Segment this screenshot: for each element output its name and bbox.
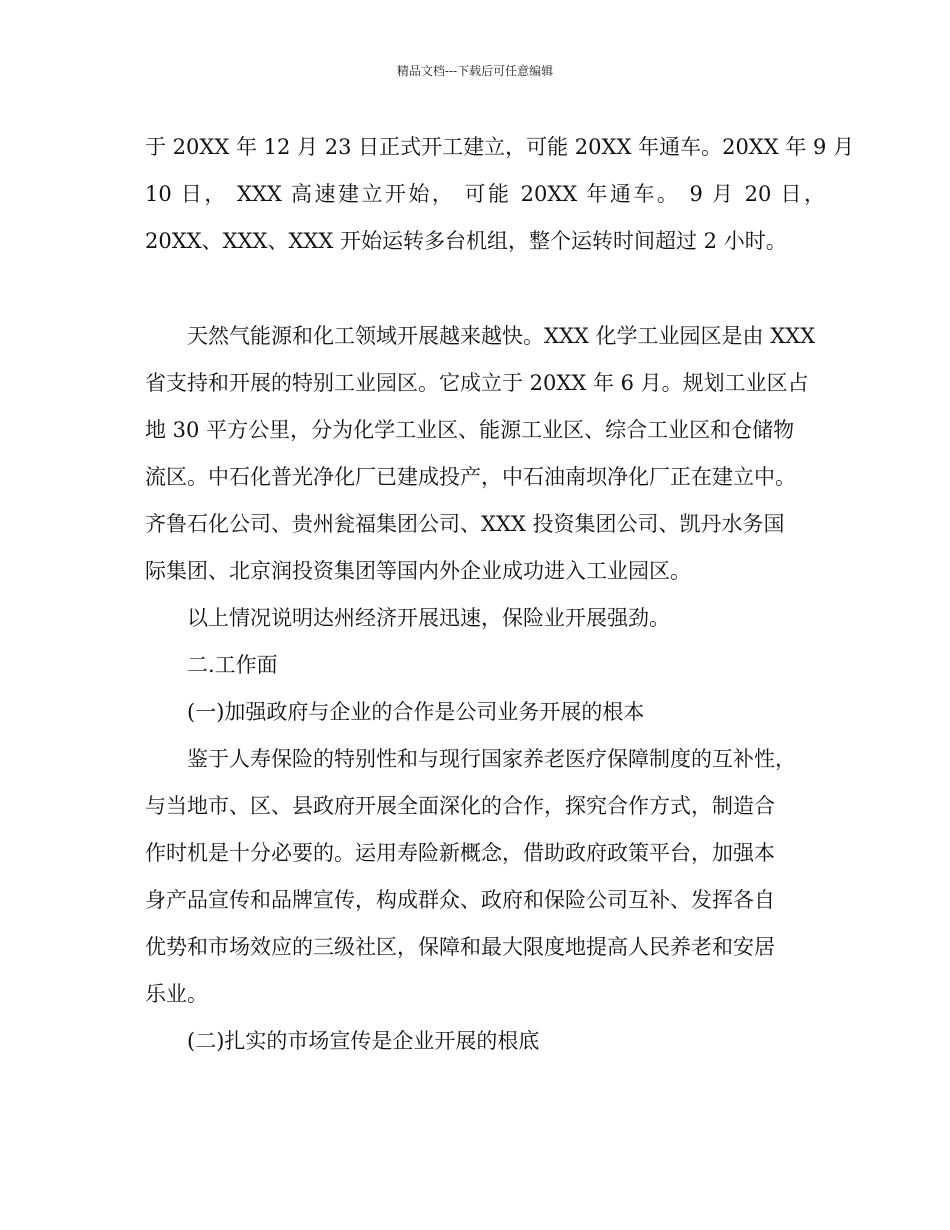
paragraph-industrial-park [145, 313, 825, 595]
text-line: 10 日， XXX 高速建立开始， 可能 20XX 年通车。 9 月 20 日， [145, 182, 825, 206]
text-line: 身产品宣传和品牌宣传，构成群众、政府和保险公司互补、发挥各自 [145, 888, 775, 912]
text-line: 天然气能源和化工领域开展越来越快。XXX 化学工业园区是由 XXX [187, 324, 816, 348]
paragraph-summary: 以上情况说明达州经济开展迅速，保险业开展强劲。 [187, 606, 670, 630]
text-line: 流区。中石化普光净化厂已建成投产，中石油南坝净化厂正在建立中。 [145, 465, 796, 489]
text-line: 鉴于人寿保险的特别性和与现行国家养老医疗保障制度的互补性， [187, 747, 796, 771]
section-heading-work: 二.工作面 [187, 653, 278, 677]
text-line: 际集团、北京润投资集团等国内外企业成功进入工业园区。 [145, 559, 691, 583]
text-line: 作时机是十分必要的。运用寿险新概念，借助政府政策平台，加强本 [145, 841, 775, 865]
text-line: 于 20XX 年 12 月 23 日正式开工建立，可能 20XX 年通车。20XX 年 9 月 [145, 135, 855, 159]
paragraph-project-timeline [145, 124, 855, 265]
paragraph-cooperation [145, 736, 825, 1018]
text-line: 乐业。 [145, 982, 208, 1006]
text-line: 优势和市场效应的三级社区，保障和最大限度地提高人民养老和安居 [145, 935, 775, 959]
text-line: 20XX、XXX、XXX 开始运转多台机组，整个运转时间超过 2 小时。 [145, 229, 787, 253]
text-line: 与当地市、区、县政府开展全面深化的合作，探究合作方式，制造合 [145, 794, 775, 818]
text-line: 地 30 平方公里，分为化学工业区、能源工业区、综合工业区和仓储物 [145, 418, 795, 442]
page-header: 精品文档---下载后可任意编辑 [396, 64, 554, 78]
document-body [145, 124, 855, 1065]
text-line: 省支持和开展的特别工业园区。它成立于 20XX 年 6 月。规划工业区占 [145, 371, 809, 395]
subsection-heading-market-promotion: (二)扎实的市场宣传是企业开展的根底 [187, 1029, 540, 1053]
subsection-heading-government-cooperation: (一)加强政府与企业的合作是公司业务开展的根本 [187, 700, 645, 724]
text-line: 齐鲁石化公司、贵州瓮福集团公司、XXX 投资集团公司、凯丹水务国 [145, 512, 785, 536]
